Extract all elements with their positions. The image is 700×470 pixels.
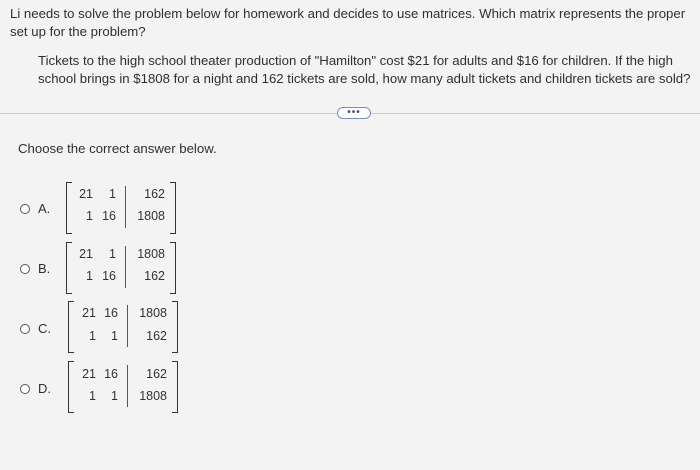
- right-bracket: [172, 361, 178, 413]
- augmented-matrix: [68, 301, 178, 353]
- right-bracket: [170, 242, 176, 294]
- left-bracket: [68, 301, 74, 353]
- matrix-cell: 1808: [139, 306, 167, 320]
- augment-line: [127, 305, 128, 347]
- matrix-cell: 162: [144, 187, 165, 201]
- answer-option-b[interactable]: [0, 242, 700, 298]
- option-letter: A.: [38, 201, 51, 216]
- left-bracket: [68, 361, 74, 413]
- matrix-cell: 1: [111, 389, 118, 403]
- matrix-cell: 1: [89, 329, 96, 343]
- radio-button-b[interactable]: [20, 264, 30, 274]
- matrix-cell: 21: [79, 247, 93, 261]
- right-bracket: [172, 301, 178, 353]
- matrix-cell: 21: [79, 187, 93, 201]
- matrix-cell: 1: [89, 389, 96, 403]
- answer-prompt: Choose the correct answer below.: [18, 141, 217, 156]
- matrix-cell: 162: [146, 329, 167, 343]
- option-letter: B.: [38, 261, 51, 276]
- augmented-matrix: [66, 182, 176, 234]
- matrix-cell: 21: [82, 367, 96, 381]
- answer-option-a[interactable]: [0, 182, 700, 238]
- augment-line: [125, 186, 126, 228]
- augment-line: [125, 246, 126, 288]
- matrix-cell: 1: [86, 209, 93, 223]
- augmented-matrix: [68, 361, 178, 413]
- matrix-cell: 162: [144, 269, 165, 283]
- matrix-cell: 1: [109, 247, 116, 261]
- question-text: Li needs to solve the problem below for homework and decides to use matrices. Which matrix represents the proper set up for the problem?: [10, 6, 686, 39]
- option-letter: C.: [38, 321, 51, 336]
- option-letter: D.: [38, 381, 51, 396]
- matrix-cell: 1: [109, 187, 116, 201]
- matrix-cell: 162: [146, 367, 167, 381]
- matrix-cell: 1808: [137, 247, 165, 261]
- matrix-cell: 16: [104, 367, 118, 381]
- answer-option-d[interactable]: [0, 361, 700, 417]
- problem-text: Tickets to the high school theater production of "Hamilton" cost $21 for adults and $16 for children. If the high school brings in $1808 for a night and 162 tickets are sold, how many adult tickets and children tickets are sold?: [38, 53, 691, 86]
- radio-button-c[interactable]: [20, 324, 30, 334]
- left-bracket: [66, 242, 72, 294]
- matrix-cell: 1: [111, 329, 118, 343]
- matrix-cell: 1808: [137, 209, 165, 223]
- radio-button-a[interactable]: [20, 204, 30, 214]
- matrix-cell: 21: [82, 306, 96, 320]
- matrix-cell: 16: [102, 269, 116, 283]
- matrix-cell: 1: [86, 269, 93, 283]
- radio-button-d[interactable]: [20, 384, 30, 394]
- matrix-cell: 1808: [139, 389, 167, 403]
- augmented-matrix: [66, 242, 176, 294]
- matrix-cell: 16: [104, 306, 118, 320]
- augment-line: [127, 365, 128, 407]
- left-bracket: [66, 182, 72, 234]
- right-bracket: [170, 182, 176, 234]
- matrix-cell: 16: [102, 209, 116, 223]
- expand-more-button[interactable]: •••: [337, 107, 371, 119]
- answer-option-c[interactable]: [0, 301, 700, 357]
